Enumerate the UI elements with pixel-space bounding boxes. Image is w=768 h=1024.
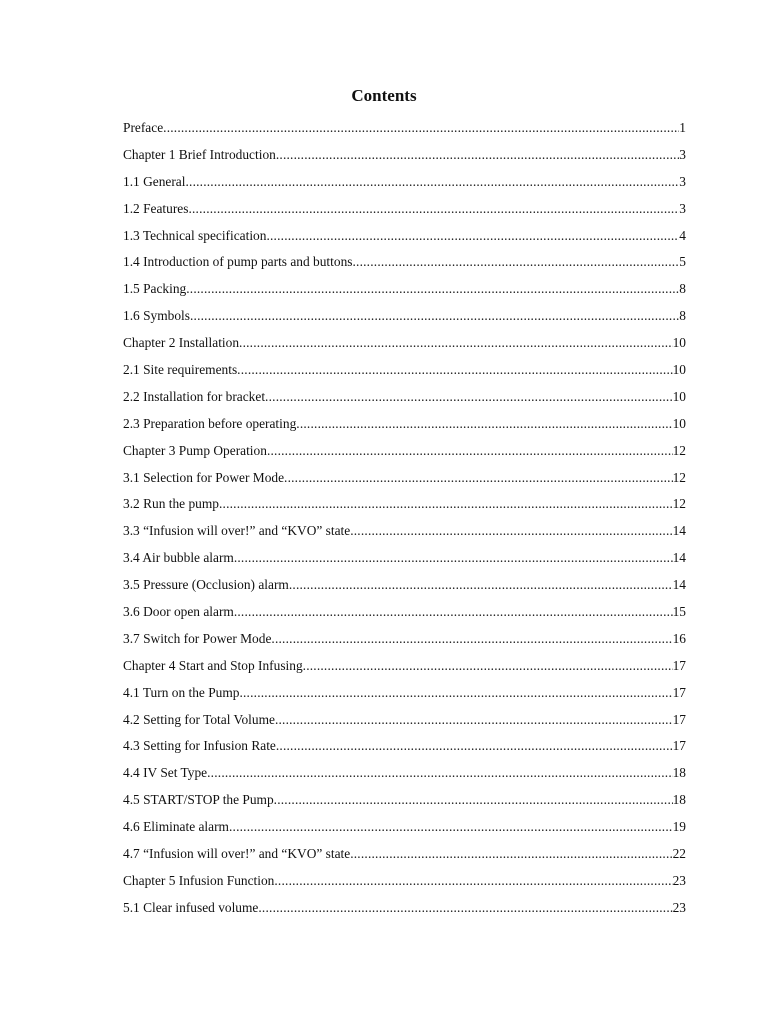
toc-entry-label: 3.3 “Infusion will over!” and “KVO” state: [123, 523, 351, 539]
dot-leader: [274, 790, 673, 810]
toc-entry-page-number: 17: [672, 657, 686, 673]
toc-entry-label: Chapter 2 Installation: [123, 335, 240, 351]
dot-leader: [271, 629, 672, 649]
toc-entry-label: 3.2 Run the pump: [123, 496, 219, 512]
toc-entry: [123, 683, 686, 710]
toc-entry: [123, 226, 686, 253]
toc-entry-page-number: 3: [679, 146, 686, 162]
toc-entry: [123, 145, 686, 172]
toc-entry: [123, 575, 686, 602]
toc-entry-page-number: 18: [672, 792, 686, 808]
toc-entry-page-number: 17: [672, 738, 686, 754]
toc-entry: [123, 387, 686, 414]
dot-leader: [352, 252, 679, 272]
toc-entry-label: 4.2 Setting for Total Volume: [123, 711, 275, 727]
toc-entry: [123, 360, 686, 387]
toc-entry-label: 1.2 Features: [123, 200, 189, 216]
toc-entry: [123, 844, 686, 871]
toc-entry-label: 3.5 Pressure (Occlusion) alarm: [123, 577, 289, 593]
toc-entry: [123, 279, 686, 306]
dot-leader: [267, 441, 673, 461]
toc-entry: [123, 468, 686, 495]
dot-leader: [234, 548, 673, 568]
toc-entry-page-number: 12: [672, 496, 686, 512]
toc-entry-page-number: 15: [672, 604, 686, 620]
toc-entry-label: 3.7 Switch for Power Mode: [123, 630, 272, 646]
toc-entry: [123, 199, 686, 226]
dot-leader: [289, 575, 673, 595]
toc-entry-label: 4.3 Setting for Infusion Rate: [123, 738, 276, 754]
toc-entry-page-number: 16: [672, 630, 686, 646]
dot-leader: [276, 145, 679, 165]
toc-entry: [123, 172, 686, 199]
toc-entry: [123, 898, 686, 925]
toc-entry-page-number: 12: [672, 442, 686, 458]
toc-entry-page-number: 10: [672, 335, 686, 351]
toc-entry: [123, 252, 686, 279]
toc-entry-page-number: 18: [672, 765, 686, 781]
dot-leader: [229, 817, 673, 837]
toc-entry-page-number: 10: [672, 415, 686, 431]
toc-entry-label: Chapter 3 Pump Operation: [123, 442, 267, 458]
toc-entry-page-number: 23: [672, 872, 686, 888]
dot-leader: [163, 118, 679, 138]
toc-entry-page-number: 3: [679, 173, 686, 189]
toc-entry-page-number: 14: [672, 550, 686, 566]
dot-leader: [188, 199, 679, 219]
toc-entry-label: 3.4 Air bubble alarm: [123, 550, 234, 566]
toc-entry-label: 2.2 Installation for bracket: [123, 388, 266, 404]
toc-entry-label: 4.1 Turn on the Pump: [123, 684, 240, 700]
dot-leader: [237, 360, 672, 380]
toc-entry-label: 4.6 Eliminate alarm: [123, 819, 229, 835]
toc-entry: [123, 736, 686, 763]
dot-leader: [258, 898, 672, 918]
toc-entry-label: 4.4 IV Set Type: [123, 765, 208, 781]
toc-entry-label: 3.1 Selection for Power Mode: [123, 469, 285, 485]
toc-entry: [123, 602, 686, 629]
dot-leader: [219, 494, 673, 514]
toc-entry: [123, 118, 686, 145]
toc-entry-label: 3.6 Door open alarm: [123, 604, 234, 620]
toc-entry-label: 2.1 Site requirements: [123, 362, 238, 378]
dot-leader: [350, 521, 672, 541]
dot-leader: [275, 710, 673, 730]
dot-leader: [239, 683, 672, 703]
toc-entry-page-number: 10: [672, 388, 686, 404]
toc-entry: [123, 414, 686, 441]
dot-leader: [186, 279, 679, 299]
dot-leader: [265, 387, 673, 407]
toc-entry-page-number: 19: [672, 819, 686, 835]
toc-entry: [123, 710, 686, 737]
dot-leader: [274, 871, 672, 891]
toc-entry-label: 4.5 START/STOP the Pump: [123, 792, 274, 808]
toc-entry-page-number: 12: [672, 469, 686, 485]
toc-entry: [123, 629, 686, 656]
toc-entry-label: 5.1 Clear infused volume: [123, 899, 259, 915]
toc-entry-label: Chapter 5 Infusion Function: [123, 872, 275, 888]
dot-leader: [185, 172, 679, 192]
toc-entry: [123, 333, 686, 360]
toc-entry-label: 1.4 Introduction of pump parts and buttons: [123, 254, 353, 270]
toc-entry-page-number: 22: [672, 846, 686, 862]
table-of-contents: [123, 118, 686, 925]
toc-entry-page-number: 10: [672, 362, 686, 378]
dot-leader: [190, 306, 679, 326]
contents-title: Contents: [351, 86, 417, 105]
dot-leader: [234, 602, 673, 622]
dot-leader: [266, 226, 679, 246]
toc-entry-label: Chapter 4 Start and Stop Infusing: [123, 657, 303, 673]
toc-entry-page-number: 4: [679, 227, 686, 243]
dot-leader: [239, 333, 673, 353]
toc-entry-label: 1.3 Technical specification: [123, 227, 267, 243]
toc-entry: [123, 656, 686, 683]
toc-entry: [123, 790, 686, 817]
toc-entry-page-number: 17: [672, 684, 686, 700]
dot-leader: [350, 844, 672, 864]
dot-leader: [284, 468, 673, 488]
toc-entry-page-number: 17: [672, 711, 686, 727]
toc-entry: [123, 441, 686, 468]
toc-entry-label: 4.7 “Infusion will over!” and “KVO” state: [123, 846, 351, 862]
toc-entry: [123, 521, 686, 548]
toc-entry-label: Preface: [123, 120, 164, 135]
toc-entry-label: Chapter 1 Brief Introduction: [123, 146, 276, 162]
toc-entry: [123, 306, 686, 333]
toc-entry-page-number: 3: [679, 200, 686, 216]
dot-leader: [296, 414, 672, 434]
toc-entry-page-number: 14: [672, 577, 686, 593]
toc-entry-page-number: 8: [679, 281, 686, 297]
dot-leader: [303, 656, 673, 676]
toc-entry-page-number: 1: [679, 120, 686, 135]
toc-entry: [123, 548, 686, 575]
toc-entry-label: 1.5 Packing: [123, 281, 187, 297]
dot-leader: [276, 736, 673, 756]
toc-entry-label: 1.1 General: [123, 173, 186, 189]
toc-entry: [123, 817, 686, 844]
toc-entry-label: 2.3 Preparation before operating: [123, 415, 297, 431]
toc-entry: [123, 871, 686, 898]
toc-entry: [123, 494, 686, 521]
toc-entry-page-number: 14: [672, 523, 686, 539]
toc-entry-label: 1.6 Symbols: [123, 308, 190, 324]
toc-entry: [123, 763, 686, 790]
dot-leader: [207, 763, 672, 783]
toc-entry-page-number: 23: [672, 899, 686, 915]
toc-entry-page-number: 5: [679, 254, 686, 270]
toc-entry-page-number: 8: [679, 308, 686, 324]
